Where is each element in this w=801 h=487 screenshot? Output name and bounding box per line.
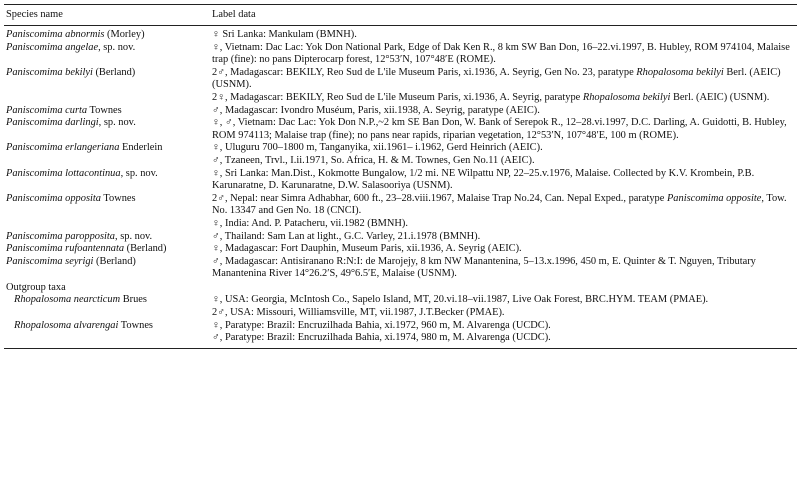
table-row bbox=[4, 155, 797, 168]
species-author: Townes bbox=[100, 192, 136, 204]
label-data-cell bbox=[210, 307, 797, 320]
species-label-table bbox=[4, 4, 797, 349]
species-author: , sp. nov. bbox=[98, 117, 136, 129]
label-text: ♀ Sri Lanka: Mankulam (BMNH). bbox=[212, 29, 357, 40]
species-name: Paniscomima abnormis bbox=[6, 29, 105, 40]
species-name: Paniscomima bekilyi bbox=[6, 66, 93, 78]
label-text: ♂, Tzaneen, Trvl., I.ii.1971, So. Africa, H. & M. Townes, Gen No.11 (AEIC). bbox=[212, 154, 535, 166]
outgroup-title: Outgroup taxa bbox=[6, 281, 66, 293]
table-header-row bbox=[4, 5, 797, 26]
label-text: ♀, Paratype: Brazil: Encruzilhada Bahia, xi.1972, 960 m, M. Alvarenga (UCDC). bbox=[212, 319, 551, 331]
species-name-cell bbox=[4, 320, 210, 333]
label-text: ♀, Madagascar: Fort Dauphin, Museum Paris, xii.1936, A. Seyrig (AEIC). bbox=[212, 243, 522, 255]
species-name-cell bbox=[4, 218, 210, 231]
label-text: 2♀, Madagascar: BEKILY, Reo Sud de L'ile Museum Paris, xi.1936, A. Seyrig, paratype bbox=[212, 91, 583, 103]
species-author: , sp. nov. bbox=[115, 230, 153, 242]
species-name: Paniscomima seyrigi bbox=[6, 255, 94, 267]
label-data-cell bbox=[210, 231, 797, 244]
species-name-cell bbox=[4, 142, 210, 155]
species-name-cell bbox=[4, 67, 210, 92]
species-author: (Berland) bbox=[124, 243, 167, 255]
species-name: Paniscomima erlangeriana bbox=[6, 142, 120, 154]
species-name: Paniscomima opposita bbox=[6, 192, 101, 204]
label-text: ♀, USA: Georgia, McIntosh Co., Sapelo Island, MT, 20.vi.18–vii.1987, Live Oak Forest, BRC.HYM. TEAM (PMAE). bbox=[212, 294, 709, 306]
table-row bbox=[4, 231, 797, 244]
species-author: (Morley) bbox=[104, 29, 145, 40]
label-data-cell bbox=[210, 256, 797, 281]
table-row bbox=[4, 218, 797, 231]
label-text: 2♂, Nepal: near Simra Adhabhar, 600 ft., 23–28.viii.1967, Malaise Trap No.24, Can. Nepal Exped., paratype bbox=[212, 192, 667, 204]
label-text: ♀, India: And. P. Patacheru, vii.1982 (BMNH). bbox=[212, 217, 408, 229]
species-name-cell bbox=[4, 42, 210, 67]
label-text: ♀, Vietnam: Dac Lac: Yok Don National Park, Edge of Dak Ken R., 8 km SW Ban Don, 16–22.vi.1997, B. Hubley, ROM 974104, Malaise trap (fine): no pans Dipterocarp forest, 12°53′N, 107°48′E (ROME). bbox=[212, 41, 790, 66]
species-author: Townes bbox=[87, 104, 122, 116]
table-body bbox=[4, 26, 797, 349]
table-row bbox=[4, 92, 797, 105]
label-data-cell bbox=[210, 117, 797, 142]
label-data-cell bbox=[210, 155, 797, 168]
species-name-cell bbox=[4, 26, 210, 42]
species-name-cell bbox=[4, 155, 210, 168]
species-name: Paniscomima angelae bbox=[6, 41, 99, 53]
label-text: , Tow. No. 13347 and Gen No. 18 (CNCI). bbox=[212, 192, 787, 217]
label-data-cell bbox=[210, 243, 797, 256]
label-italic-taxon: Paniscomima opposite bbox=[666, 192, 762, 204]
label-italic-taxon: Rhopalosoma bekilyi bbox=[582, 91, 671, 103]
table-row bbox=[4, 142, 797, 155]
label-text: ♀, Sri Lanka: Man.Dist., Kokmotte Bungalow, 1/2 mi. NE Wilpattu NP, 22–25.v.1976, Malaise. Collected by K.V. Krombein, P.B. Karunaratne, D. Karunaratne, D.W. Salasooriya (USNM). bbox=[212, 167, 755, 192]
label-data-cell bbox=[210, 193, 797, 218]
species-author: , sp. nov. bbox=[120, 167, 158, 179]
species-name-cell bbox=[4, 168, 210, 193]
label-text: ♂, Madagascar: Ivondro Muséum, Paris, xii.1938, A. Seyrig, paratype (AEIC). bbox=[212, 104, 540, 116]
label-text: ♂, Thailand: Sam Lan at light., G.C. Varley, 21.i.1978 (BMNH). bbox=[212, 230, 481, 242]
table-row bbox=[4, 26, 797, 42]
table-row bbox=[4, 117, 797, 142]
species-name: Paniscomima rufoantennata bbox=[6, 243, 125, 255]
species-name-cell bbox=[4, 256, 210, 281]
species-name-cell bbox=[4, 294, 210, 307]
species-name-cell bbox=[4, 117, 210, 142]
species-name-cell bbox=[4, 307, 210, 320]
species-author: (Berland) bbox=[92, 66, 136, 78]
table-row bbox=[4, 243, 797, 256]
species-name-cell bbox=[4, 193, 210, 218]
label-data-cell bbox=[210, 168, 797, 193]
label-data-cell bbox=[210, 294, 797, 307]
label-data-cell bbox=[210, 26, 797, 42]
species-name: Rhopalosoma alvarengai bbox=[14, 319, 119, 331]
species-name: Paniscomima curta bbox=[6, 104, 88, 116]
header-label-data: Label data bbox=[210, 5, 797, 26]
species-name: Rhopalosoma nearcticum bbox=[14, 294, 121, 306]
label-text: ♀, Uluguru 700–1800 m, Tanganyika, xii.1961– i.1962, Gerd Heinrich (AEIC). bbox=[212, 142, 543, 154]
label-data-cell bbox=[210, 42, 797, 67]
label-data-cell bbox=[210, 92, 797, 105]
table-row bbox=[4, 256, 797, 281]
table-row bbox=[4, 42, 797, 67]
species-author: Brues bbox=[120, 294, 147, 306]
outgroup-header-row bbox=[4, 281, 797, 295]
species-author: , sp. nov. bbox=[98, 41, 136, 53]
species-name-cell bbox=[4, 332, 210, 348]
species-author: (Berland) bbox=[93, 255, 136, 267]
label-text: ♂, Paratype: Brazil: Encruzilhada Bahia, xi.1974, 980 m, M. Alvarenga (UCDC). bbox=[212, 332, 551, 344]
table-row bbox=[4, 105, 797, 118]
label-text: 2♂, Madagascar: BEKILY, Reo Sud de L'ile Museum Paris, xi.1936, A. Seyrig, Gen No. 23, paratype bbox=[212, 66, 637, 78]
label-data-cell bbox=[210, 142, 797, 155]
table-row bbox=[4, 168, 797, 193]
table-row bbox=[4, 307, 797, 320]
species-name: Paniscomima paropposita bbox=[6, 230, 116, 242]
header-species-name: Species name bbox=[4, 5, 210, 26]
table-row bbox=[4, 193, 797, 218]
label-italic-taxon: Rhopalosoma bekilyi bbox=[636, 66, 724, 78]
label-text: Berl. (AEIC) (USNM). bbox=[212, 66, 781, 91]
species-name: Paniscomima darlingi bbox=[6, 117, 99, 129]
label-text: Berl. (AEIC) (USNM). bbox=[670, 91, 770, 103]
species-author: Enderlein bbox=[119, 142, 163, 154]
species-name-cell bbox=[4, 243, 210, 256]
label-data-cell bbox=[210, 320, 797, 333]
table-row bbox=[4, 294, 797, 307]
label-data-cell bbox=[210, 218, 797, 231]
label-text: ♂, Madagascar: Antisiranano R:N:I: de Marojejy, 8 km NW Manantenina, 5–13.x.1996, 450 m, E. Quinter & T. Nguyen, Tributary Manantenina River 14°26.2′S, 49°6.5′E, Malaise (USNM). bbox=[212, 255, 756, 280]
label-text: 2♂, USA: Missouri, Williamsville, MT, vii.1987, J.T.Becker (PMAE). bbox=[212, 307, 505, 319]
table-row bbox=[4, 320, 797, 333]
species-author: Townes bbox=[118, 319, 153, 331]
label-text: ♀, ♂, Vietnam: Dac Lac: Yok Don N.P.,~2 km SE Ban Don, W. Bank of Serepok R., 12–28.vi.1997, D.C. Darling, A. Guidotti, B. Hubley, ROM 974113; Malaise trap (fine); no pans near rapids, riparian vegetation, 12°53′N, 107°48′E, 100 m (ROME). bbox=[212, 117, 787, 141]
species-name: Paniscomima lottacontinua bbox=[6, 167, 121, 179]
species-name-cell bbox=[4, 105, 210, 118]
label-data-cell bbox=[210, 67, 797, 92]
outgroup-empty-cell bbox=[210, 281, 797, 295]
label-data-cell bbox=[210, 332, 797, 348]
species-name-cell bbox=[4, 92, 210, 105]
species-name-cell bbox=[4, 231, 210, 244]
table-row bbox=[4, 67, 797, 92]
table-row bbox=[4, 332, 797, 348]
label-data-cell bbox=[210, 105, 797, 118]
